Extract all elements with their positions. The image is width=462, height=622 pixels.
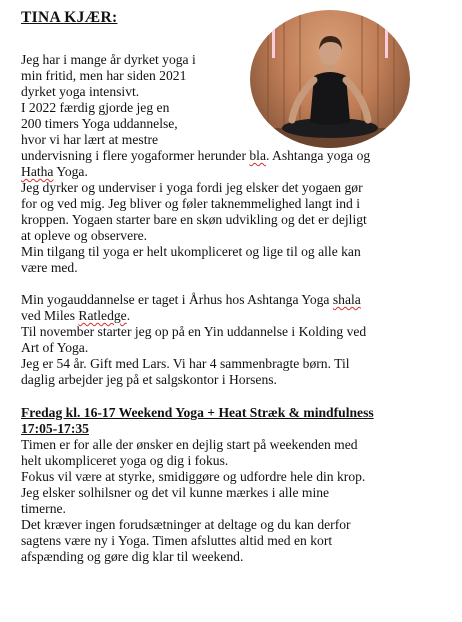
bio-line: at opleve og observere. xyxy=(21,228,148,243)
class-line: Det kræver ingen forudsætninger at deltage og du kan derfor xyxy=(21,517,351,532)
class-heading: Fredag kl. 16-17 Weekend Yoga + Heat Stræk & mindfulness xyxy=(21,405,374,420)
education-line: Til november starter jeg op på en Yin uddannelse i Kolding ved xyxy=(21,324,367,339)
education-line xyxy=(21,292,361,308)
bio-line: Jeg dyrker og underviser i yoga fordi jeg elsker det yogaen gør xyxy=(21,180,363,195)
text-span: undervisning i flere yogaformer herunder xyxy=(21,148,250,163)
class-time: 17:05-17:35 xyxy=(21,421,89,436)
education-line: daglig arbejder jeg på et salgskontor i Horsens. xyxy=(21,372,277,387)
yoga-pose-illustration xyxy=(250,10,410,148)
bio-line xyxy=(21,164,88,180)
bio-line: dyrket yoga intensivt. xyxy=(21,84,140,99)
class-line: helt ukompliceret yoga og dig i fokus. xyxy=(21,453,229,468)
bio-line: 200 timers Yoga uddannelse, xyxy=(21,116,178,131)
class-line: Timen er for alle der ønsker en dejlig start på weekenden med xyxy=(21,437,358,452)
bio-line: være med. xyxy=(21,260,78,275)
bio-line: for og ved mig. Jeg bliver og føler taknemmelighed langt ind i xyxy=(21,196,361,211)
education-line: Jeg er 54 år. Gift med Lars. Vi har 4 sammenbragte børn. Til xyxy=(21,356,350,371)
bio-line: kroppen. Yogaen starter bare en skøn udvikling og det er dejligt xyxy=(21,212,367,227)
text-span: Yoga. xyxy=(53,164,88,179)
class-line: afspænding og gøre dig klar til weekend. xyxy=(21,549,244,564)
text-span: . Ashtanga yoga og xyxy=(265,148,371,163)
bio-line: I 2022 færdig gjorde jeg en xyxy=(21,100,170,115)
bio-line: Jeg har i mange år dyrket yoga i xyxy=(21,52,196,67)
bio-line: Min tilgang til yoga er helt ukompliceret og lige til og alle kan xyxy=(21,244,361,259)
bio-line: min fritid, men har siden 2021 xyxy=(21,68,187,83)
class-line: Jeg elsker solhilsner og det vil kunne mærkes i alle mine xyxy=(21,485,330,500)
page-title: TINA KJÆR: xyxy=(21,9,118,26)
class-line: Fokus vil være at styrke, smidiggøre og udfordre hele din krop. xyxy=(21,469,366,484)
text-span: bla xyxy=(249,148,266,163)
profile-photo xyxy=(250,10,410,148)
text-span: Hatha xyxy=(21,164,54,179)
education-line xyxy=(21,308,130,324)
bio-line xyxy=(21,148,370,164)
bio-line: hvor vi har lært at mestre xyxy=(21,132,159,147)
text-span: shala xyxy=(332,292,361,307)
class-line: sagtens være ny i Yoga. Timen afsluttes altid med en kort xyxy=(21,533,333,548)
text-span: Ratledge xyxy=(78,308,127,323)
class-line: timerne. xyxy=(21,501,66,516)
education-line: Art of Yoga. xyxy=(21,340,89,355)
text-span: . xyxy=(126,308,131,323)
text-span: ved Miles xyxy=(21,308,79,323)
text-span: Min yogauddannelse er taget i Århus hos Ashtanga Yoga xyxy=(21,292,333,307)
